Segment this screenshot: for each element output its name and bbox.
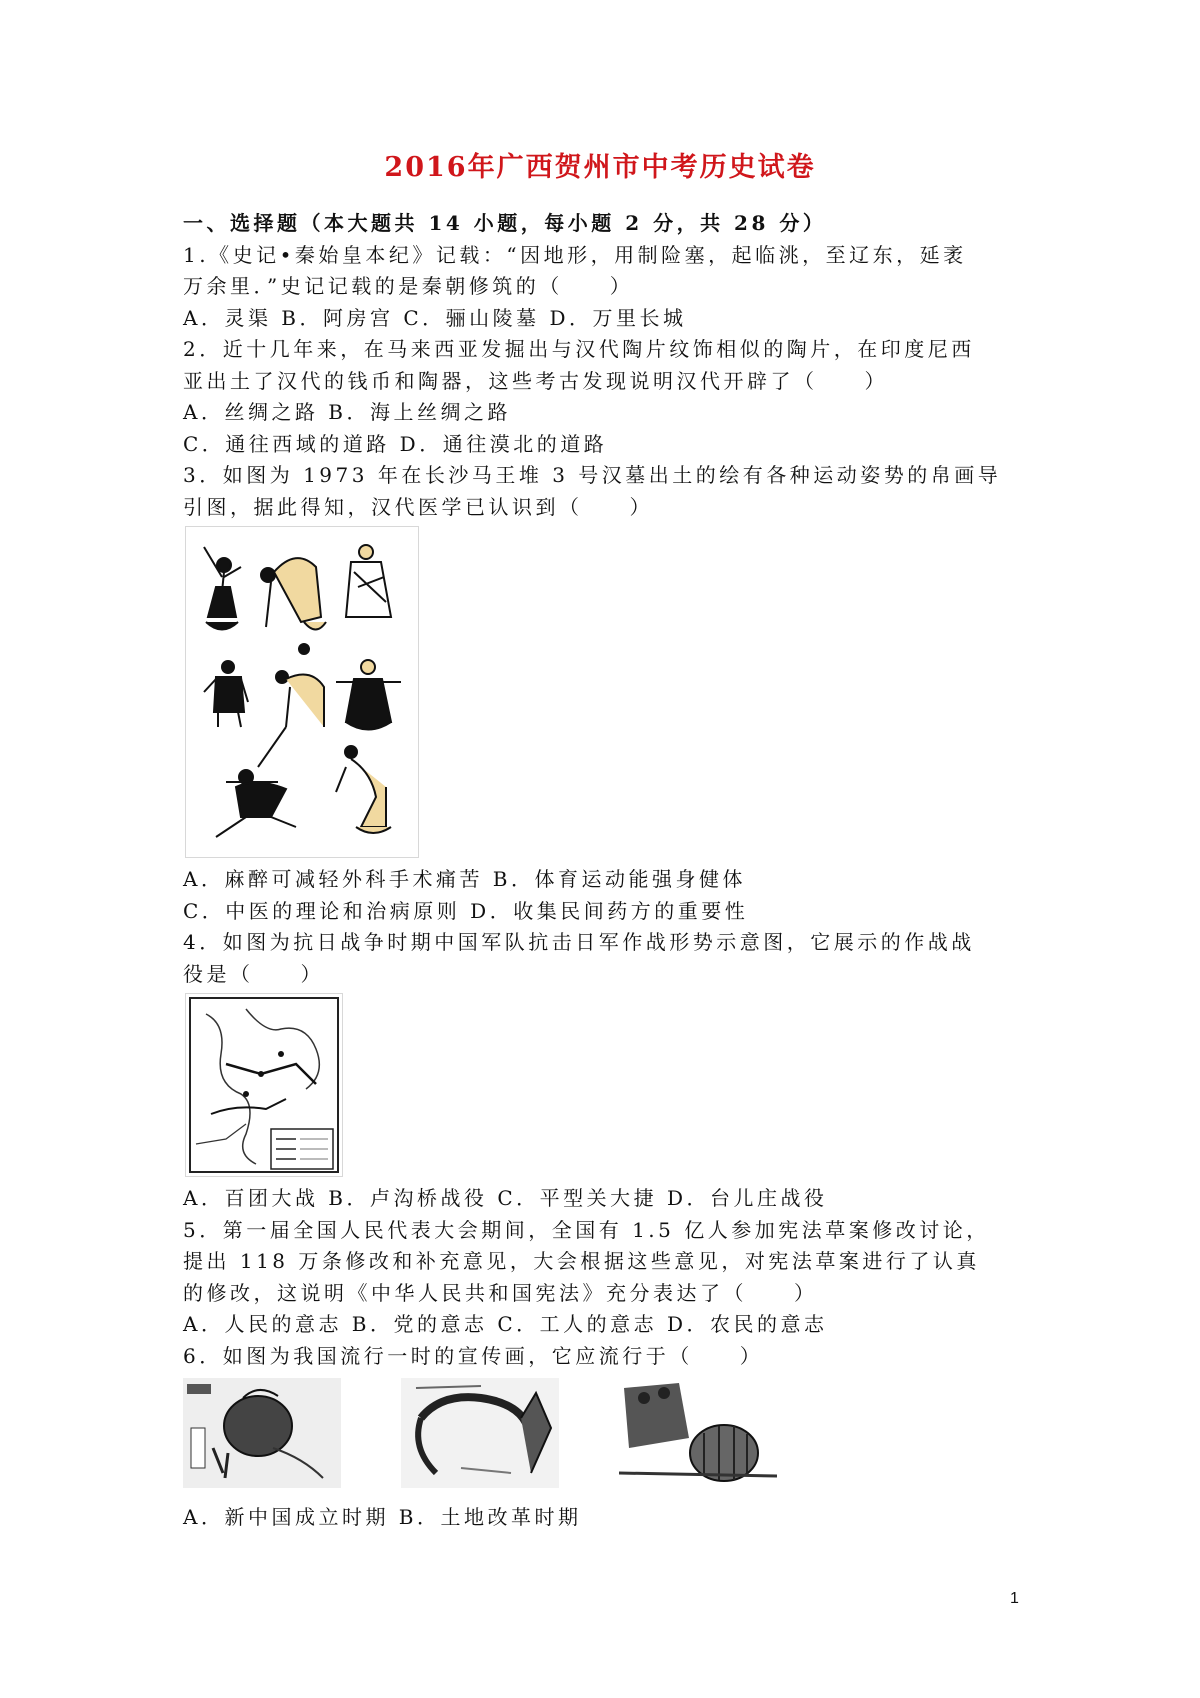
question-1-stem-line-1: 1.《史记•秦始皇本纪》记载：“因地形，用制险塞，起临洮，至辽东，延袤 [183, 242, 967, 267]
question-1 [183, 240, 1033, 335]
question-3-options-line-2: C．中医的理论和治病原则 D．收集民间药方的重要性 [183, 898, 749, 923]
question-4-stem-line-2: 役是（ ） [183, 961, 324, 986]
question-5-options: A．人民的意志 B．党的意志 C．工人的意志 D．农民的意志 [183, 1312, 828, 1336]
question-6 [183, 1341, 1033, 1534]
exercise-figure [346, 545, 391, 617]
question-3 [183, 460, 1033, 927]
question-1-stem-line-2: 万余里．”史记记载的是秦朝修筑的（ ） [183, 274, 634, 298]
poster-giant-corn [401, 1378, 559, 1488]
question-1-options: A．灵渠 B．阿房宫 C．骊山陵墓 D．万里长城 [183, 305, 687, 330]
exercise-figure [216, 727, 296, 837]
exercise-figure [336, 660, 401, 730]
question-2-stem-line-1: 2．近十几年来，在马来西亚发掘出与汉代陶片纹饰相似的陶片，在印度尼西 [183, 337, 975, 361]
daoyin-exercise-figures-image [185, 526, 419, 858]
question-5-stem-line-2: 提出 118 万条修改和补充意见，大会根据这些意见，对宪法草案进行了认真 [183, 1249, 980, 1273]
poster-giant-fruit [183, 1378, 341, 1488]
question-4 [183, 927, 1033, 1215]
question-5 [183, 1215, 1033, 1341]
exercise-figure [204, 661, 248, 727]
exercise-figure [204, 547, 241, 630]
question-2-options-line-2: C．通往西域的道路 D．通往漠北的道路 [183, 431, 608, 456]
exercise-figure [261, 558, 326, 629]
exercise-figure [336, 746, 391, 833]
exercise-figure [276, 644, 324, 727]
question-5-stem-line-3: 的修改，这说明《中华人民共和国宪法》充分表达了（ ） [183, 1280, 818, 1305]
question-2 [183, 334, 1033, 460]
question-5-stem-line-1: 5．第一届全国人民代表大会期间，全国有 1.5 亿人参加宪法草案修改讨论， [183, 1217, 990, 1242]
question-3-options-line-1: A．麻醉可减轻外科手术痛苦 B．体育运动能强身健体 [183, 867, 746, 891]
question-6-options: A．新中国成立时期 B．土地改革时期 [183, 1505, 582, 1529]
poster-giant-pumpkin [619, 1378, 777, 1488]
section-heading: 一、选择题（本大题共 14 小题，每小题 2 分，共 28 分） [183, 211, 827, 235]
question-3-stem-line-1: 3．如图为 1973 年在长沙马王堆 3 号汉墓出土的绘有各种运动姿势的帛画导 [183, 463, 1002, 487]
question-6-stem: 6．如图为我国流行一时的宣传画，它应流行于（ ） [183, 1343, 764, 1368]
question-2-stem-line-2: 亚出土了汉代的钱币和陶器，这些考古发现说明汉代开辟了（ ） [183, 368, 888, 393]
page-title: 2016年广西贺州市中考历史试卷 [384, 152, 816, 183]
question-4-stem-line-1: 4．如图为抗日战争时期中国军队抗击日军作战形势示意图，它展示的作战战 [183, 930, 975, 954]
battle-situation-map-image [185, 993, 343, 1177]
question-4-options: A．百团大战 B．卢沟桥战役 C．平型关大捷 D．台儿庄战役 [183, 1186, 828, 1210]
page-number: 1 [1010, 1590, 1019, 1607]
propaganda-posters-image [183, 1378, 1033, 1488]
question-3-stem-line-2: 引图，据此得知，汉代医学已认识到（ ） [183, 494, 653, 519]
question-2-options-line-1: A．丝绸之路 B．海上丝绸之路 [183, 400, 511, 424]
exam-content [183, 208, 1033, 1534]
